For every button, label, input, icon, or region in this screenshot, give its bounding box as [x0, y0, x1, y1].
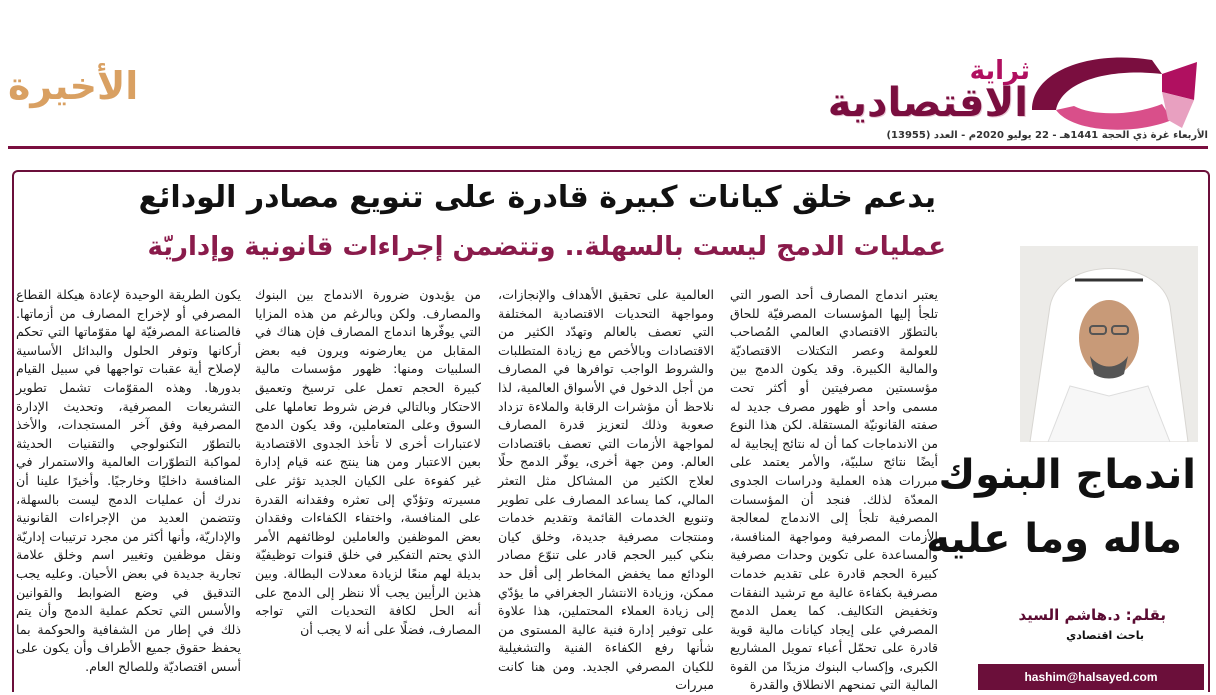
brand-name-top: ثراية [969, 56, 1030, 86]
article-column-4 [16, 286, 241, 676]
headline: يدعم خلق كيانات كبيرة قادرة على تنويع مصادر الودائع [138, 180, 936, 215]
section-tag: الأخيرة [8, 64, 139, 108]
article-column-1 [730, 286, 938, 695]
dateline-rule [8, 146, 1208, 149]
subheadline: عمليات الدمج ليست بالسهلة.. وتتضمن إجراءات قانونية وإداريّة [147, 232, 946, 262]
author-photo [1020, 246, 1198, 442]
brand-name-main: الاقتصادية [827, 80, 1028, 126]
brand-logo-mark [1012, 40, 1202, 138]
dateline: الأربعاء غرة ذي الحجة 1441هـ - 22 يوليو 2020م - العدد (13955) [886, 130, 1208, 141]
author-portrait-icon [1020, 246, 1198, 442]
opinion-title-line-2: ماله وما عليه [926, 516, 1182, 562]
column-text: العالمية على تحقيق الأهداف والإنجازات، ومواجهة التحديات الاقتصادية المختلفة التي تعصف بالعالم وتهدّد الكثير من الاقتصادات وبالأخص مع زيادة المتطلبات والشروط الواجب توافرها في المصارف من أجل الدخول في الأسواق العالمية، لذا نلاحظ أن مؤشرات الرقابة والملاءة تزداد صعوبة وذلك لتعزيز قدرة المصارف لمواجهة الأزمات التي تعصف باقتصادات العالم. ومن جهة أخرى، يوفّر الدمج حلًا لعلاج الكثير من المشاكل مثل التعثر المالي، كما يساعد المصارف على تطوير وتنويع الخدمات القائمة وتقديم خدمات ومنتجات مصرفية جديدة، وخلق كيان بنكي كبير الحجم قادر على تنوّع مصادر الودائع مما يخفض المخاطر إلى أقل حد ممكن، وزيادة الانتشار الجغرافي ما يؤدّي إلى زيادة العملاء المحتملين، هذا علاوة على توفير إدارة فنية عالية المستوى من شأنها رفع الكفاءة الفنية والتشغيلية للكيان المصرفي الجديد. ومن هنا كانت مبررات [498, 287, 714, 693]
column-text: من يؤيدون ضرورة الاندماج بين البنوك والمصارف. ولكن وبالرغم من هذه المزايا التي يوفّرها اندماج المصارف فإن هناك في المقابل من يعارضونه ويرون فيه بعض السلبيات ومنها: ظهور مؤسسات مالية كبيرة الحجم تعمل على ترسيخ وتعميق الاحتكار وبالتالي فرض شروط تعاملها على السوق وعلى المتعاملين، وقد يكون الدمج لاعتبارات أخرى لا تأخذ الجدوى الاقتصادية بعين الاعتبار ومن هنا ينتج عنه قيام إدارة غير كفوءة على الكيان الجديد تؤثر على مسيرته وتؤدّي إلى تعثره وفقدانه القدرة على المنافسة، واختفاء الكفاءات وفقدان بعض الموظفين والعاملين لوظائفهم الأمر الذي يحتم التفكير في خلق قنوات توظيفيّة بديلة لهم منعًا لزيادة معدلات البطالة. وبين هذين الرأيين يجب ألا ننظر إلى الدمج على أنه الحل لكافة التحديات التي تواجه المصارف، فضلًا على أنه لا يجب أن [255, 287, 481, 637]
author-byline: بقلم: د.هاشم السيد [1018, 606, 1166, 624]
author-email[interactable]: hashim@halsayed.com [978, 664, 1204, 690]
author-role: باحث اقتصادي [1066, 629, 1144, 642]
opinion-title-line-1: اندماج البنوك [938, 452, 1196, 498]
article-column-3 [255, 286, 481, 639]
column-text: يعتبر اندماج المصارف أحد الصور التي تلجأ إليها المؤسسات المصرفيّة للحاق بالتطوّر الاقتصادي العالمي المُصاحب للعولمة وعصر التكتلات الاقتصاديّة والمالية الكبيرة. وقد يكون الدمج بين مؤسستين مصرفيتين أو أكثر تحت مسمى واحد أو ظهور مصرف جديد له صفته القانونيّة المستقلة. لكن هذا النوع من الاندماجات كما أن له نتائج إيجابية له أيضًا نتائج سلبيّة، والأمر يعتمد على مبررات هذه العملية ودراسات الجدوى المعدّة لذلك. فنجد أن المؤسسات المصرفية تلجأ إلى الاندماج لمعالجة الأزمات المصرفية ومواجهة المنافسة، والمساعدة على تكوين وحدات مصرفية كبيرة الحجم قادرة على تقديم خدمات مصرفية بكفاءة عالية مع ترشيد النفقات وتخفيض التكاليف. كما يعمل الدمج المصرفي على إيجاد كيانات مالية قوية قادرة على تحمّل أعباء تمويل المشاريع الكبرى، وإكساب البنوك مزيدًا من القوة المالية التي تمنحهم الانطلاق والقدرة [730, 287, 938, 693]
column-text: يكون الطريقة الوحيدة لإعادة هيكلة القطاع المصرفي أو لإخراج المصارف من أزماتها. فالصناعة المصرفيّة لها مقوّماتها التي تحكم أركانها وتوفر الحلول والبدائل الأساسية لإصلاح أية عقبات تواجهها في سبيل القيام بدورها. وهذه المقوّمات تشمل تطوير التشريعات المصرفية، وتحديث الإدارة المصرفية وفق آخر المستجدات، والأخذ بالتطوّر التكنولوجي والتقنيات الحديثة لمواكبة التطوّرات العالمية والاستمرار في المنافسة داخليًا وخارجيًا. وأخيرًا علينا أن ندرك أن عمليات الدمج ليست بالسهلة، وتتضمن العديد من الإجراءات القانونية والإداريّة، وأنها أكثر من مجرد ترتيبات إداريّة ونقل موظفين وتغيير اسم وخلق علامة تجارية جديدة في بعض الأحيان. وعليه يجب التدقيق في وضع الضوابط والقوانين والأسس التي تحكم عملية الدمج وأن يتم ذلك في إطار من الشفافية والحوكمة بما يحفظ حقوق جميع الأطراف وأن يكون على أسس اقتصاديّة وللصالح العام. [16, 287, 241, 674]
article-column-2 [498, 286, 714, 695]
